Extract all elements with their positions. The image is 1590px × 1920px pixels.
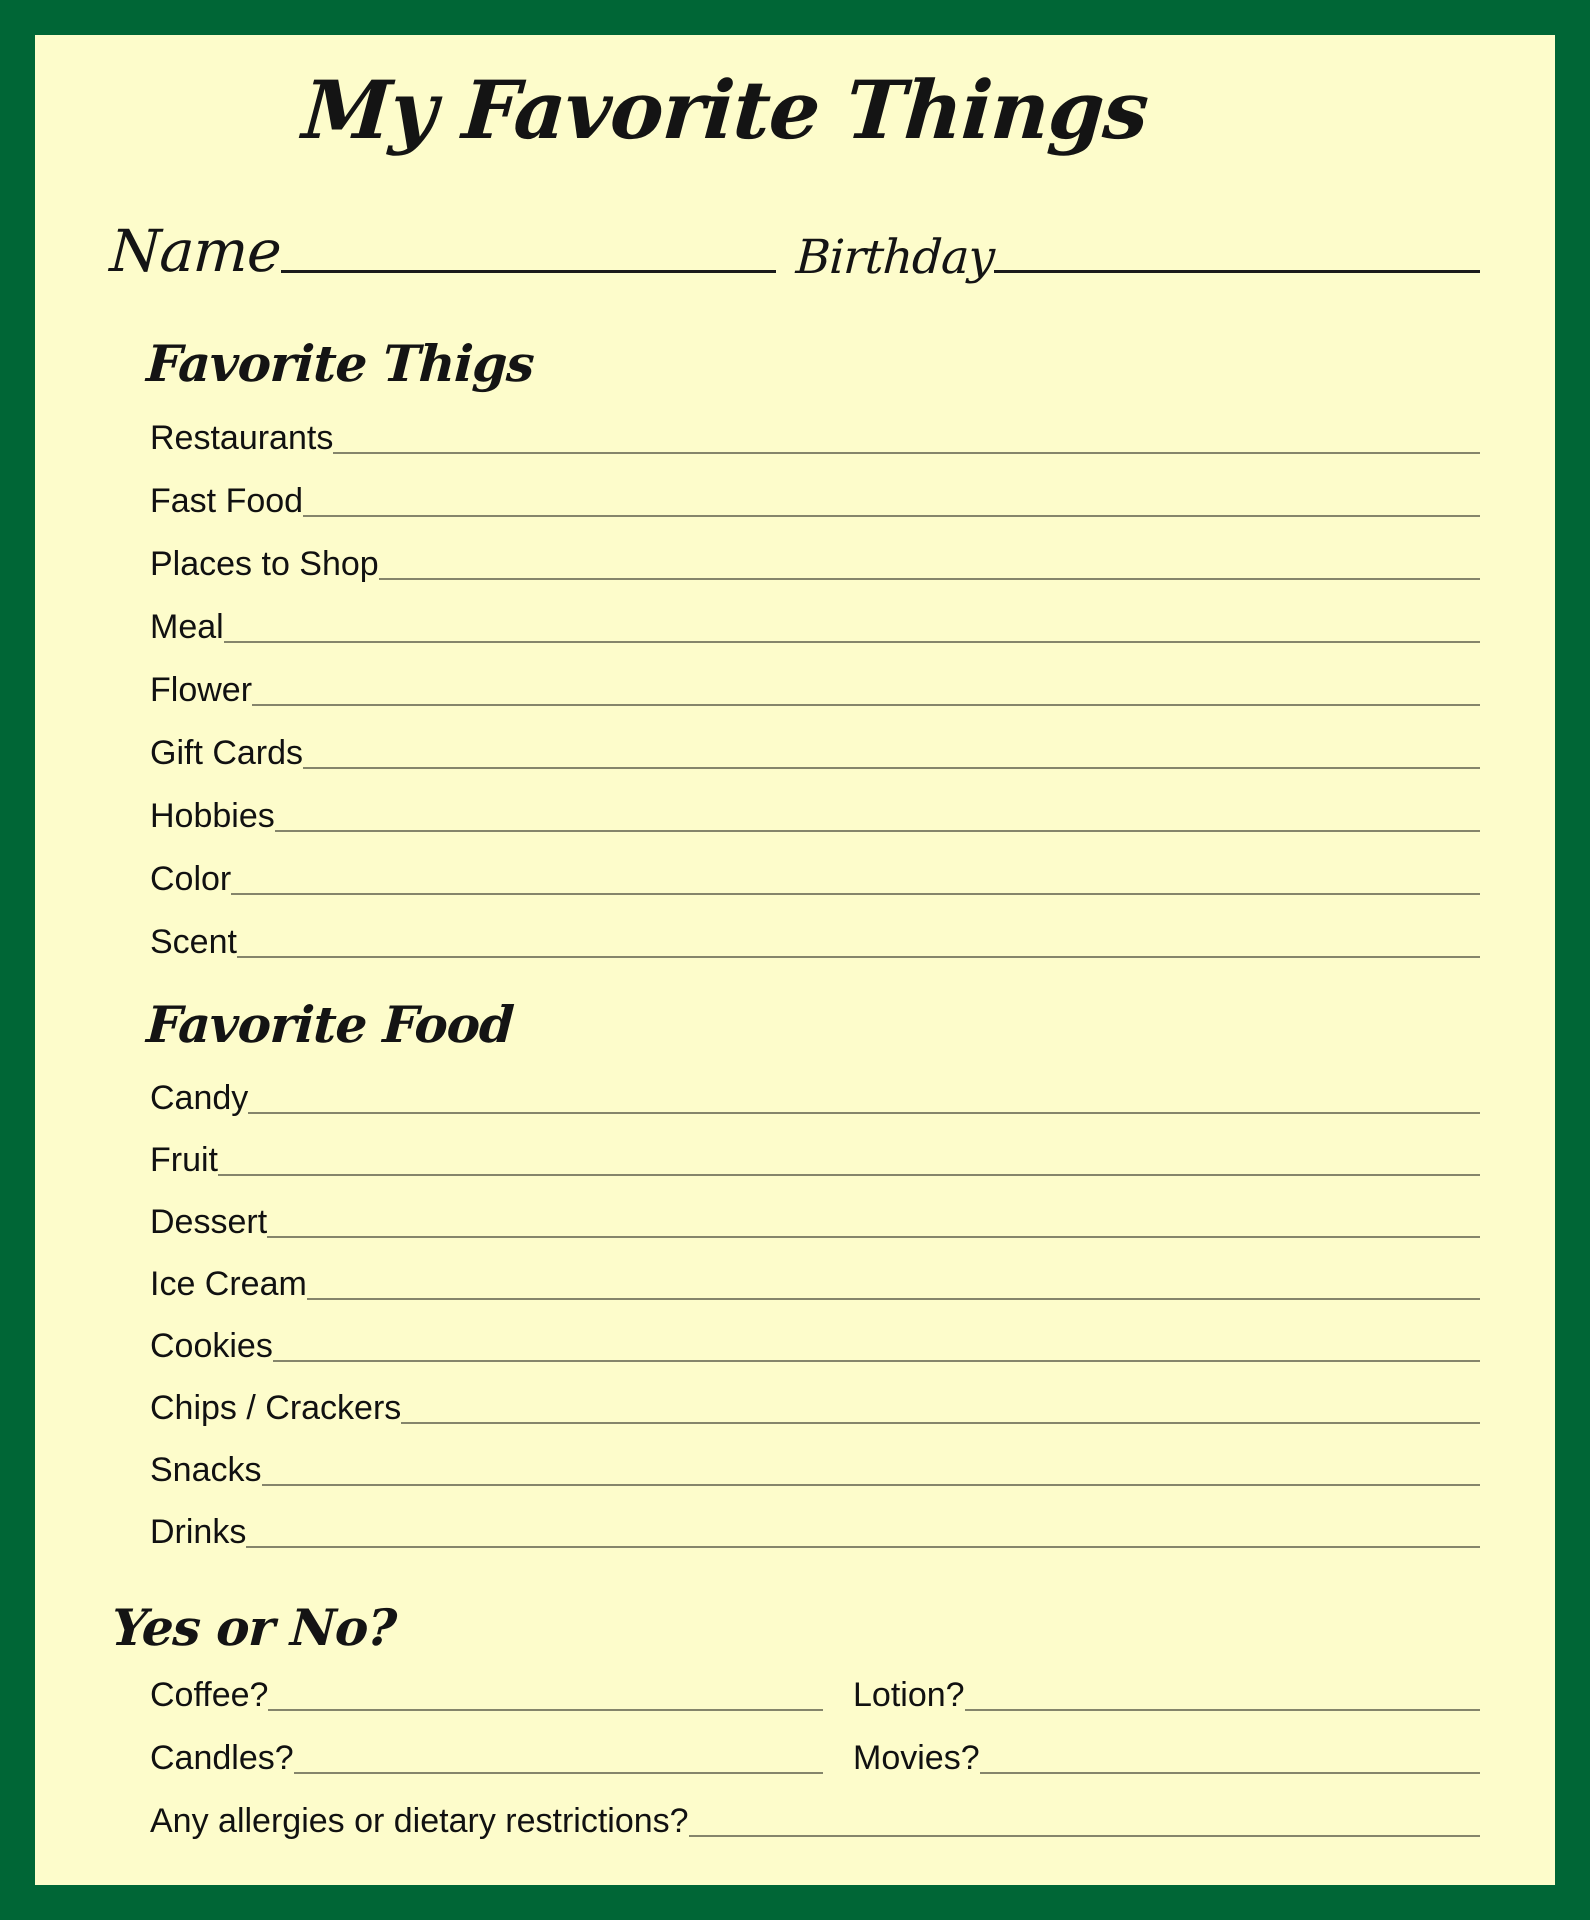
- field-row-restaurants: [150, 395, 1480, 458]
- field-row-scent: [150, 899, 1480, 962]
- write-line-places-to-shop: [379, 578, 1480, 580]
- field-label-color: Color: [150, 859, 232, 898]
- field-row-candles-movies: [150, 1715, 1480, 1778]
- field-row-dessert: [150, 1180, 1480, 1242]
- field-row-gift-cards: [150, 710, 1480, 773]
- field-half-lotion: [853, 1675, 1480, 1715]
- write-line-hobbies: [275, 830, 1480, 832]
- field-row-ice-cream: [150, 1242, 1480, 1304]
- name-label: Name: [108, 217, 283, 285]
- write-line-ice-cream: [307, 1298, 1480, 1300]
- field-label-allergies: Any allergies or dietary restrictions?: [150, 1801, 689, 1840]
- write-line-cookies: [273, 1360, 1480, 1362]
- field-label-fast-food: Fast Food: [150, 481, 304, 520]
- field-row-fast-food: [150, 458, 1480, 521]
- field-row-meal: [150, 584, 1480, 647]
- write-line-drinks: [246, 1546, 1480, 1548]
- birthday-label: Birthday: [794, 229, 995, 285]
- field-row-flower: [150, 647, 1480, 710]
- write-line-color: [231, 893, 1480, 895]
- field-label-flower: Flower: [150, 670, 253, 709]
- field-label-scent: Scent: [150, 922, 237, 961]
- field-label-ice-cream: Ice Cream: [150, 1264, 307, 1303]
- field-label-fruit: Fruit: [150, 1140, 218, 1179]
- field-label-movies: Movies?: [853, 1738, 980, 1777]
- section-heading-yes-or-no: Yes or No?: [110, 1597, 398, 1657]
- write-line-candy: [248, 1112, 1480, 1114]
- write-line-scent: [237, 956, 1480, 958]
- field-label-dessert: Dessert: [150, 1202, 268, 1241]
- field-half-candles: [150, 1738, 853, 1778]
- name-write-line: [281, 270, 776, 273]
- field-label-candy: Candy: [150, 1078, 249, 1117]
- field-row-color: [150, 836, 1480, 899]
- section-heading-favorite-food: Favorite Food: [145, 994, 515, 1054]
- field-label-hobbies: Hobbies: [150, 796, 275, 835]
- field-label-restaurants: Restaurants: [150, 418, 334, 457]
- write-line-gift-cards: [303, 767, 1480, 769]
- field-label-snacks: Snacks: [150, 1450, 262, 1489]
- field-label-drinks: Drinks: [150, 1512, 247, 1551]
- field-half-movies: [853, 1738, 1480, 1778]
- birthday-write-line: [994, 270, 1480, 273]
- field-label-lotion: Lotion?: [853, 1675, 965, 1714]
- form-sheet: [35, 35, 1555, 1885]
- write-line-movies: [980, 1772, 1480, 1774]
- field-label-chips-crackers: Chips / Crackers: [150, 1388, 402, 1427]
- write-line-coffee: [268, 1709, 823, 1711]
- field-row-fruit: [150, 1118, 1480, 1180]
- write-line-dessert: [267, 1236, 1480, 1238]
- write-line-fruit: [218, 1174, 1480, 1176]
- section-heading-favorite-things: Favorite Thigs: [145, 333, 536, 393]
- field-row-allergies: [150, 1778, 1480, 1841]
- field-label-places-to-shop: Places to Shop: [150, 544, 379, 583]
- write-line-snacks: [262, 1484, 1481, 1486]
- field-row-chips-crackers: [150, 1366, 1480, 1428]
- field-row-places-to-shop: [150, 521, 1480, 584]
- write-line-fast-food: [303, 515, 1480, 517]
- page-title: My Favorite Things: [299, 63, 1151, 157]
- field-row-hobbies: [150, 773, 1480, 836]
- write-line-candles: [294, 1772, 823, 1774]
- field-row-snacks: [150, 1428, 1480, 1490]
- write-line-flower: [252, 704, 1480, 706]
- write-line-chips-crackers: [401, 1422, 1480, 1424]
- write-line-allergies: [689, 1835, 1480, 1837]
- write-line-meal: [224, 641, 1480, 643]
- write-line-lotion: [965, 1709, 1480, 1711]
- write-line-restaurants: [333, 452, 1480, 454]
- field-row-cookies: [150, 1304, 1480, 1366]
- field-label-coffee: Coffee?: [150, 1675, 269, 1714]
- field-row-drinks: [150, 1490, 1480, 1552]
- field-label-cookies: Cookies: [150, 1326, 273, 1365]
- field-label-candles: Candles?: [150, 1738, 294, 1777]
- field-half-coffee: [150, 1675, 853, 1715]
- field-row-candy: [150, 1056, 1480, 1118]
- field-label-gift-cards: Gift Cards: [150, 733, 304, 772]
- field-label-meal: Meal: [150, 607, 224, 646]
- name-birthday-row: [110, 218, 1480, 285]
- field-row-coffee-lotion: [150, 1659, 1480, 1715]
